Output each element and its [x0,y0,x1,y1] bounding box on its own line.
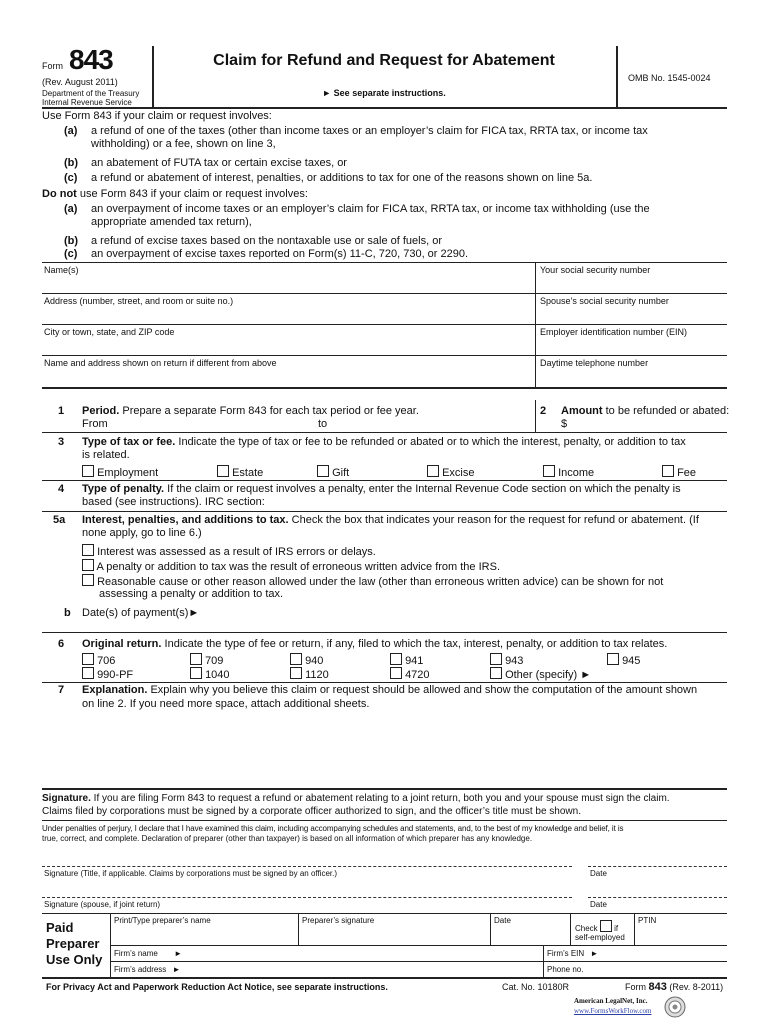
checkbox-box[interactable] [290,667,302,679]
checkbox-other[interactable]: Other (specify) ► [490,667,591,681]
checkbox-box[interactable] [390,667,402,679]
checkbox-excise[interactable]: Excise [427,465,474,479]
spouse-signature-field[interactable]: Signature (spouse, if joint return) [44,900,161,909]
line1-num: 1 [58,405,65,417]
line3-text-cont: is related. [82,449,130,461]
name-diff-field[interactable]: Name and address shown on return if different from above [44,358,277,368]
checkbox-box[interactable] [390,653,402,665]
legalnet-stamp: American LegalNet, Inc. www.FormsWorkFlow.com [568,994,688,1020]
legalnet-seal-icon [664,996,686,1018]
checkbox-box[interactable] [662,465,674,477]
form-title: Claim for Refund and Request for Abatement [213,52,555,69]
line6-text: Original return. Indicate the type of fee or return, if any, filed to which the tax, interest, penalty, or addition to tax relates. [82,638,668,650]
donot-line: Do not use Form 843 if your claim or request involves: [42,188,308,200]
use-item-a-letter: (a) [64,125,78,137]
line2-dollar[interactable]: $ [561,418,568,430]
dates-of-payment-field[interactable]: Date(s) of payment(s)► [82,607,200,619]
checkbox-erroneous-advice[interactable]: A penalty or addition to tax was the result of erroneous written advice from the IRS. [82,559,500,573]
line5b-num: b [64,607,71,619]
checkbox-income[interactable]: Income [543,465,594,479]
paid-preparer-title: Paid Preparer Use Only [46,920,103,967]
checkbox-990pf[interactable]: 990-PF [82,667,133,681]
phone-no-field[interactable]: Phone no. [547,965,584,974]
use-line: Use Form 843 if your claim or request involves: [42,110,272,122]
checkbox-estate[interactable]: Estate [217,465,263,479]
checkbox-box[interactable] [190,653,202,665]
checkbox-box[interactable] [82,574,94,586]
self-employed-label: self-employed [575,933,625,942]
line7-text-cont: on line 2. If you need more space, attach additional sheets. [82,698,370,710]
privacy-notice: For Privacy Act and Paperwork Reduction Act Notice, see separate instructions. [46,982,388,992]
line1-period: Period. Prepare a separate Form 843 for each tax period or fee year. [82,405,419,417]
line4-num: 4 [58,483,65,495]
line2-amount: Amount to be refunded or abated: [561,405,730,417]
line1-from[interactable]: From [82,418,108,430]
use-item-b: an abatement of FUTA tax or certain excise taxes, or [91,157,347,169]
use-item-c-letter: (c) [64,172,78,184]
use-item-a-cont: withholding) or a fee, shown on line 3, [91,138,276,150]
checkbox-gift[interactable]: Gift [317,465,349,479]
self-employed-check[interactable]: Check if [575,920,618,933]
checkbox-box[interactable] [82,544,94,556]
checkbox-employment[interactable]: Employment [82,465,158,479]
donot-item-b: a refund of excise taxes based on the nontaxable use or sale of fuels, or [91,235,443,247]
spouse-ssn-field[interactable]: Spouse’s social security number [540,296,669,306]
revision-date: (Rev. August 2011) [42,77,118,87]
phone-field[interactable]: Daytime telephone number [540,358,649,368]
agency: Internal Revenue Service [42,98,132,107]
footer-form-id: Form 843 (Rev. 8-2011) [625,981,724,993]
checkbox-box[interactable] [490,667,502,679]
line5a-text-cont: none apply, go to line 6.) [82,527,202,539]
firm-ein-field[interactable]: Firm’s EIN ► [547,949,599,958]
signature-instructions-cont: Claims filed by corporations must be signed by a corporate officer authorized to sign, and the officer’s title must be shown. [42,806,581,817]
use-item-a: a refund of one of the taxes (other than income taxes or an employer’s claim for FICA tax, RRTA tax, or income tax [91,125,648,137]
preparer-name-field[interactable]: Print/Type preparer’s name [114,916,211,925]
line6-num: 6 [58,638,65,650]
checkbox-941[interactable]: 941 [390,653,423,667]
line4-text: Type of penalty. If the claim or request involves a penalty, enter the Internal Revenue Code section on which the penalty is [82,483,681,495]
arrow-icon: ► [172,965,181,974]
taxpayer-date-field[interactable]: Date [590,869,607,878]
use-item-c: a refund or abatement of interest, penalties, or additions to tax for one of the reasons shown on line 5a. [91,172,593,184]
checkbox-box[interactable] [543,465,555,477]
address-field[interactable]: Address (number, street, and room or suite no.) [44,296,234,306]
checkbox-945[interactable]: 945 [607,653,640,667]
line3-num: 3 [58,436,65,448]
checkbox-box[interactable] [82,559,94,571]
checkbox-box[interactable] [190,667,202,679]
form-number: 843 [69,44,113,75]
donot-item-c: an overpayment of excise taxes reported on Form(s) 11-C, 720, 730, or 2290. [91,248,469,260]
checkbox-reasonable-cause[interactable]: Reasonable cause or other reason allowed under the law (other than erroneous written advice) can be shown for not [82,574,663,588]
line7-num: 7 [58,684,65,696]
checkbox-box[interactable] [490,653,502,665]
form-label: Form [42,61,63,71]
catalog-number: Cat. No. 10180R [502,982,570,992]
see-instructions: ► See separate instructions. [322,88,446,98]
city-field[interactable]: City or town, state, and ZIP code [44,327,175,337]
line1-to[interactable]: to [318,418,328,430]
signature-instructions: Signature. If you are filing Form 843 to request a refund or abatement relating to a joint return, both you and your spouse must sign the claim. [42,793,670,804]
line7-text: Explanation. Explain why you believe this claim or request should be allowed and show the computation of the amount shown [82,684,698,696]
line2-num: 2 [540,405,547,417]
line4-irc-section[interactable]: based (see instructions). IRC section: [82,496,265,508]
name-field[interactable]: Name(s) [44,265,79,275]
checkbox-box[interactable] [82,667,94,679]
donot-item-a-letter: (a) [64,203,78,215]
ssn-field[interactable]: Your social security number [540,265,651,275]
department: Department of the Treasury [42,89,140,98]
checkbox-706[interactable]: 706 [82,653,115,667]
checkbox-box[interactable] [82,465,94,477]
use-item-b-letter: (b) [64,157,79,169]
perjury-statement-cont: true, correct, and complete. Declaration of preparer (other than taxpayer) is based on all information of which preparer has any knowledge. [42,834,533,843]
checkbox-box[interactable] [217,465,229,477]
line3-text: Type of tax or fee. Indicate the type of tax or fee to be refunded or abated or to which the interest, penalty, or addition to tax [82,436,686,448]
checkbox-709[interactable]: 709 [190,653,223,667]
self-employed-checkbox[interactable] [600,920,612,932]
donot-item-b-letter: (b) [64,235,79,247]
donot-item-a: an overpayment of income taxes or an employer’s claim for FICA tax, RRTA tax, or income tax withholding (use the [91,203,650,215]
ptin-field[interactable]: PTIN [638,916,657,925]
checkbox-irs-errors[interactable]: Interest was assessed as a result of IRS errors or delays. [82,544,376,558]
arrow-icon: ► [590,949,599,958]
preparer-date-field[interactable]: Date [494,916,511,925]
checkbox-4720[interactable]: 4720 [390,667,430,681]
perjury-statement: Under penalties of perjury, I declare that I have examined this claim, including accompanying schedules and statements, and, to the best of my knowledge and belief, it is [42,824,624,833]
checkbox-fee[interactable]: Fee [662,465,696,479]
donot-item-a-cont: appropriate amended tax return), [91,216,252,228]
donot-item-c-letter: (c) [64,248,78,260]
omb-number: OMB No. 1545-0024 [628,73,711,83]
reasonable-cause-cont: assessing a penalty or addition to tax. [99,588,284,600]
checkbox-box[interactable] [427,465,439,477]
line5a-num: 5a [53,514,66,526]
line5a-text: Interest, penalties, and additions to tax. Check the box that indicates your reason for the request for refund or abatement. (If [82,514,699,526]
checkbox-box[interactable] [290,653,302,665]
arrow-icon: ► [174,949,183,958]
checkbox-box[interactable] [317,465,329,477]
taxpayer-signature-field[interactable]: Signature (Title, if applicable. Claims by corporations must be signed by an officer.) [44,869,338,878]
preparer-signature-field[interactable]: Preparer’s signature [302,916,375,925]
checkbox-box[interactable] [82,653,94,665]
firm-address-field[interactable]: Firm’s address ► [114,965,181,974]
ein-field[interactable]: Employer identification number (EIN) [540,327,688,337]
spouse-date-field[interactable]: Date [590,900,607,909]
checkbox-943[interactable]: 943 [490,653,523,667]
explanation-area[interactable] [42,714,727,788]
checkbox-1040[interactable]: 1040 [190,667,230,681]
checkbox-box[interactable] [607,653,619,665]
checkbox-1120[interactable]: 1120 [290,667,329,681]
firm-name-field[interactable]: Firm’s name ► [114,949,183,958]
checkbox-940[interactable]: 940 [290,653,323,667]
